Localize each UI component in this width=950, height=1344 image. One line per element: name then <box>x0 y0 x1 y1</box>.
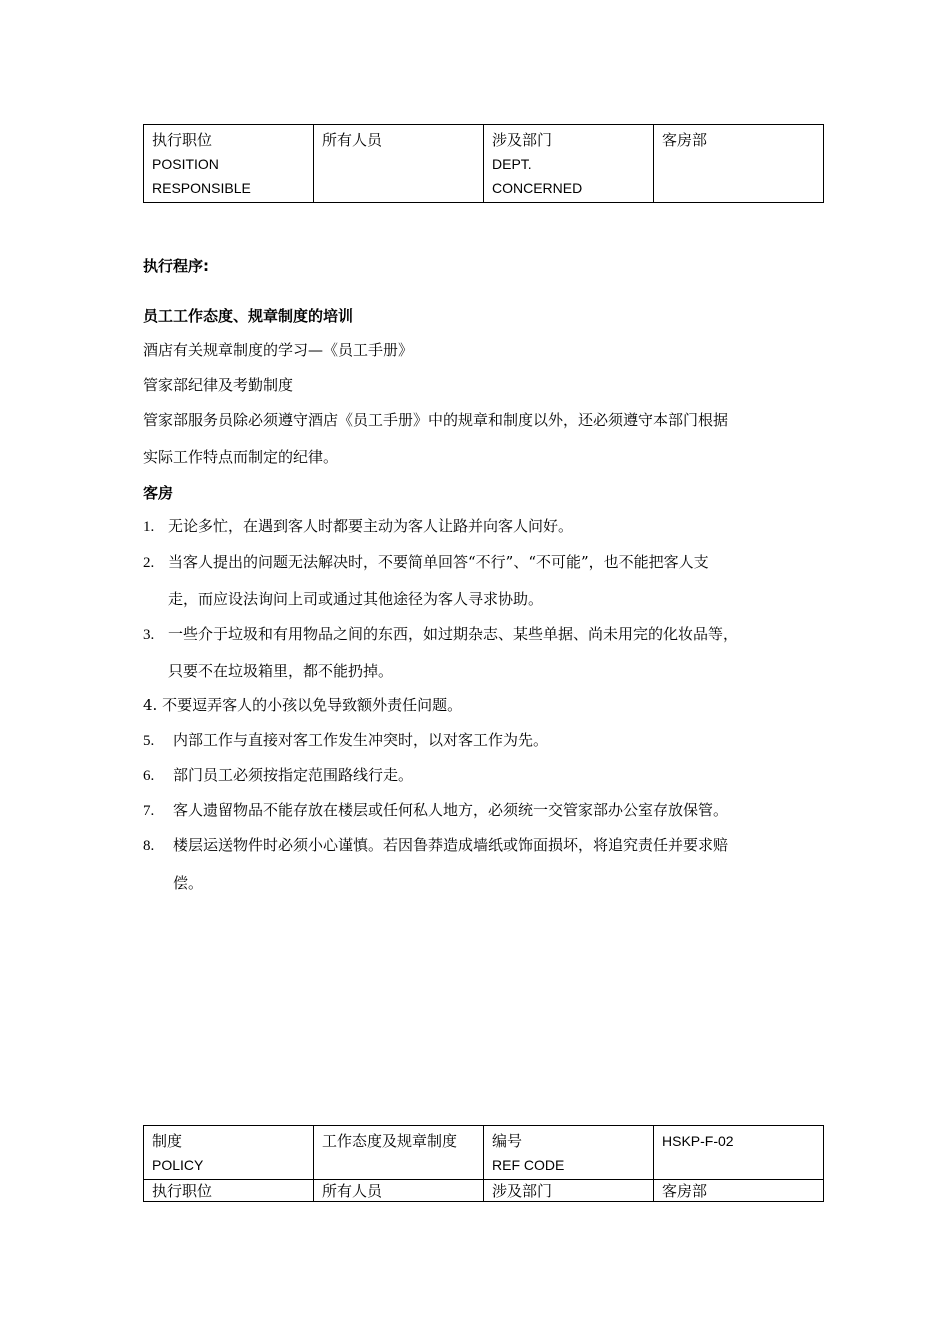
procedure-heading: 执行程序: <box>143 257 209 275</box>
body-line-handbook: 酒店有关规章制度的学习—《员工手册》 <box>143 341 414 359</box>
footer-policy-table <box>143 1125 824 1202</box>
responsible-label-en: RESPONSIBLE <box>152 180 251 196</box>
list-item <box>143 551 709 572</box>
dept-label-cell <box>484 1180 654 1202</box>
list-item-number: 8. <box>143 838 155 854</box>
list-item-number: 3. <box>143 627 155 643</box>
ref-code-label-cell <box>484 1126 654 1180</box>
dept-value: 客房部 <box>662 1182 708 1200</box>
list-item-continuation: 只要不在垃圾箱里，都不能扔掉。 <box>168 662 394 680</box>
list-item-text: 无论多忙，在遇到客人时都要主动为客人让路并向客人问好。 <box>168 517 574 535</box>
list-item <box>143 729 548 750</box>
position-value-cell <box>314 1180 484 1202</box>
header-info-table <box>143 124 824 203</box>
policy-value-cell <box>314 1126 484 1180</box>
list-item-number: 1. <box>143 519 155 535</box>
ref-code-label-en: REF CODE <box>492 1157 565 1173</box>
ref-code-label-zh: 编号 <box>492 1132 523 1150</box>
list-item-text: 客人遗留物品不能存放在楼层或任何私人地方，必须统一交管家部办公室存放保管。 <box>173 801 729 819</box>
list-item-continuation: 偿。 <box>173 874 204 892</box>
body-line-rules-a: 管家部服务员除必须遵守酒店《员工手册》中的规章和制度以外，还必须遵守本部门根据 <box>143 411 729 429</box>
list-item-text: 一些介于垃圾和有用物品之间的东西，如过期杂志、某些单据、尚未用完的化妆品等， <box>168 625 739 643</box>
list-item-number: 4. <box>143 696 158 714</box>
list-item-number: 7. <box>143 803 155 819</box>
position-responsible-label-cell <box>144 125 314 203</box>
position-value: 所有人员 <box>322 1182 383 1200</box>
body-line-discipline: 管家部纪律及考勤制度 <box>143 376 294 394</box>
list-item <box>143 799 728 820</box>
dept-value: 客房部 <box>662 131 708 149</box>
policy-label-cell <box>144 1126 314 1180</box>
list-item-text: 部门员工必须按指定范围路线行走。 <box>173 766 414 784</box>
list-item-text: 楼层运送物件时必须小心谨慎。若因鲁莽造成墙纸或饰面损坏，将追究责任并要求赔 <box>173 836 729 854</box>
list-item-number: 5. <box>143 733 155 749</box>
list-item-text: 内部工作与直接对客工作发生冲突时，以对客工作为先。 <box>173 731 549 749</box>
table-row <box>144 1126 824 1180</box>
list-item <box>143 515 573 536</box>
position-value: 所有人员 <box>322 131 383 149</box>
dept-label-en: DEPT. <box>492 156 532 172</box>
list-item-number: 2. <box>143 555 155 571</box>
position-value-cell <box>314 125 484 203</box>
position-label-zh: 执行职位 <box>152 131 213 149</box>
list-item-text: 不要逗弄客人的小孩以免导致额外责任问题。 <box>162 696 463 714</box>
table-row <box>144 1180 824 1202</box>
position-label-cell <box>144 1180 314 1202</box>
policy-value: 工作态度及规章制度 <box>322 1132 458 1150</box>
list-item-text: 当客人提出的问题无法解决时，不要简单回答“不行”、“不可能”，也不能把客人支 <box>168 553 709 571</box>
policy-label-en: POLICY <box>152 1157 204 1173</box>
training-heading: 员工工作态度、规章制度的培训 <box>143 307 354 325</box>
body-line-rules-b: 实际工作特点而制定的纪律。 <box>143 448 339 466</box>
position-label-en: POSITION <box>152 156 219 172</box>
list-item-continuation: 走，而应设法询问上司或通过其他途径为客人寻求协助。 <box>168 590 544 608</box>
list-item <box>143 764 413 785</box>
rooms-heading: 客房 <box>143 484 174 502</box>
concerned-label-en: CONCERNED <box>492 180 583 196</box>
list-item <box>143 623 738 644</box>
dept-value-cell <box>654 125 824 203</box>
policy-label-zh: 制度 <box>152 1132 183 1150</box>
ref-code-value: HSKP-F-02 <box>662 1133 734 1149</box>
list-item <box>143 694 462 715</box>
position-label: 执行职位 <box>152 1182 213 1200</box>
dept-value-cell <box>654 1180 824 1202</box>
list-item <box>143 834 728 855</box>
table-row <box>144 125 824 203</box>
dept-label: 涉及部门 <box>492 1182 553 1200</box>
dept-label-zh: 涉及部门 <box>492 131 553 149</box>
list-item-number: 6. <box>143 768 155 784</box>
dept-concerned-label-cell <box>484 125 654 203</box>
ref-code-value-cell <box>654 1126 824 1180</box>
